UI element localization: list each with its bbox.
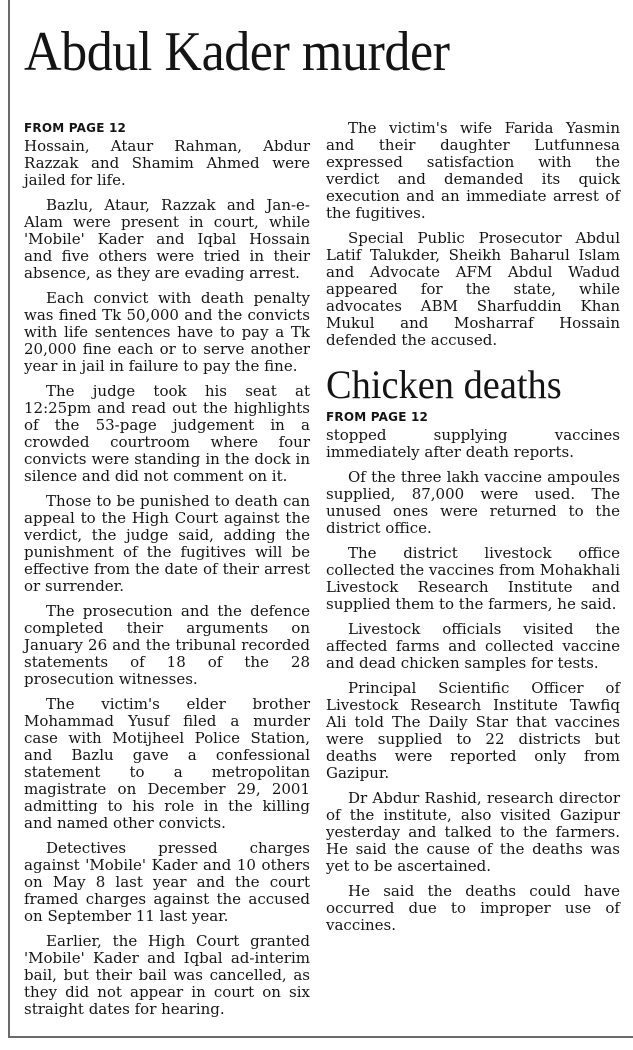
paragraph: The victim's elder brother Mohammad Yusuf filed a murder case with Motijheel Police Station, and Bazlu gave a confessional statement to a metropolitan magistrate on December 29, 2001 admitting to his role in the killing and named other convicts. bbox=[24, 695, 310, 832]
article-headline-chicken-deaths: Chicken deaths bbox=[326, 362, 562, 407]
paragraph: The victim's wife Farida Yasmin and their daughter Lutfunnesa expressed satisfaction with the verdict and demanded its quick execution and an immediate arrest of the fugitives. bbox=[326, 119, 620, 222]
article-column-right bbox=[326, 120, 620, 942]
paragraph: Each convict with death penalty was fined Tk 50,000 and the convicts with life sentences have to pay a Tk 20,000 fine each or to serve another year in jail in failure to pay the fine. bbox=[24, 289, 310, 375]
paragraph: Those to be punished to death can appeal to the High Court against the verdict, the judge said, adding the punishment of the fugitives will be effective from the date of their arrest or surrender. bbox=[24, 492, 310, 595]
paragraph: Special Public Prosecutor Abdul Latif Talukder, Sheikh Baharul Islam and Advocate AFM Abdul Wadud appeared for the state, while advocates ABM Sharfuddin Khan Mukul and Mosharraf Hossain defended the accused. bbox=[326, 229, 620, 349]
paragraph: The prosecution and the defence completed their arguments on January 26 and the tribunal recorded statements of 18 of the 28 prosecution witnesses. bbox=[24, 602, 310, 688]
paragraph: The judge took his seat at 12:25pm and read out the highlights of the 53-page judgement in a crowded courtroom where four convicts were standing in the dock in silence and did not comment on it. bbox=[24, 382, 310, 485]
paragraph: Hossain, Ataur Rahman, Abdur Razzak and Shamim Ahmed were jailed for life. bbox=[24, 137, 310, 189]
paragraph: The district livestock office collected the vaccines from Mohakhali Livestock Research Institute and supplied them to the farmers, he said. bbox=[326, 544, 620, 613]
article-column-left bbox=[24, 120, 310, 1026]
paragraph: Of the three lakh vaccine ampoules supplied, 87,000 were used. The unused ones were returned to the district office. bbox=[326, 468, 620, 537]
column-rule-bottom bbox=[8, 1036, 633, 1038]
paragraph: Dr Abdur Rashid, research director of the institute, also visited Gazipur yesterday and talked to the farmers. He said the cause of the deaths was yet to be ascertained. bbox=[326, 789, 620, 875]
paragraph: stopped supplying vaccines immediately after death reports. bbox=[326, 426, 620, 461]
paragraph: Livestock officials visited the affected farms and collected vaccine and dead chicken samples for tests. bbox=[326, 620, 620, 672]
paragraph: Principal Scientific Officer of Livestock Research Institute Tawfiq Ali told The Daily Star that vaccines were supplied to 22 districts but deaths were reported only from Gazipur. bbox=[326, 679, 620, 782]
paragraph: Bazlu, Ataur, Razzak and Jan-e-Alam were present in court, while 'Mobile' Kader and Iqbal Hossain and five others were tried in their absence, as they are evading arrest. bbox=[24, 196, 310, 282]
dateline: FROM PAGE 12 bbox=[24, 121, 127, 135]
article-headline: Abdul Kader murder bbox=[24, 21, 450, 83]
dateline: FROM PAGE 12 bbox=[326, 410, 429, 424]
paragraph: He said the deaths could have occurred due to improper use of vaccines. bbox=[326, 882, 620, 934]
column-rule-left bbox=[8, 0, 10, 1036]
paragraph: Detectives pressed charges against 'Mobile' Kader and 10 others on May 8 last year and the court framed charges against the accused on September 11 last year. bbox=[24, 839, 310, 925]
paragraph: Earlier, the High Court granted 'Mobile' Kader and Iqbal ad-interim bail, but their bail was cancelled, as they did not appear in court on six straight dates for hearing. bbox=[24, 932, 310, 1018]
